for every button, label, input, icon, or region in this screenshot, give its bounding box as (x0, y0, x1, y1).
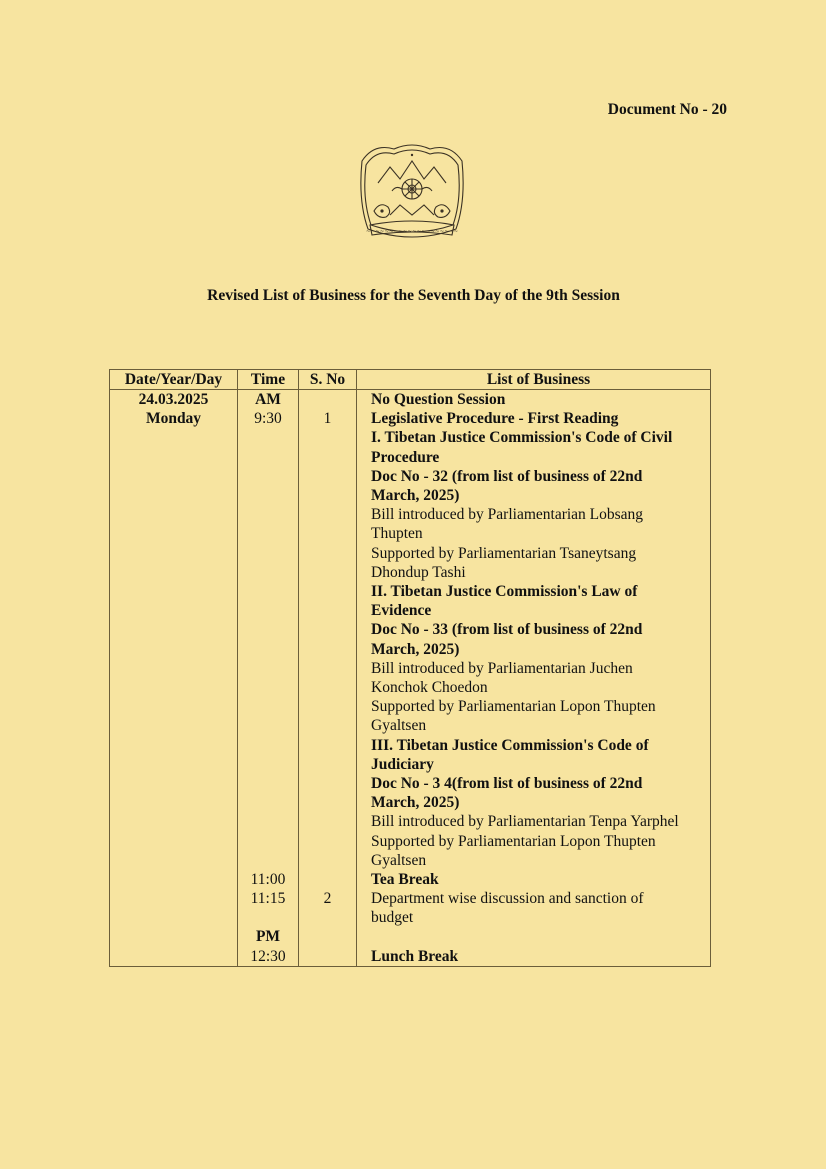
bill3-title-cont: Judiciary (371, 755, 434, 773)
budget-discussion: Department wise discussion and sanction of (371, 890, 644, 908)
bill2-title: II. Tibetan Justice Commission's Law of (371, 583, 638, 601)
bill1-doc: Doc No - 32 (from list of business of 22nd (371, 467, 643, 485)
bill1-title: I. Tibetan Justice Commission's Code of Civil (371, 429, 673, 447)
bill1-supported-cont: Dhondup Tashi (371, 563, 466, 581)
bill1-title-cont: Procedure (371, 448, 440, 466)
document-number: Document No - 20 (607, 101, 727, 118)
lunch-break: Lunch Break (371, 947, 459, 965)
col-date-header: Date/Year/Day (110, 370, 238, 390)
time-am: AM (255, 391, 281, 408)
business-cell (357, 390, 711, 967)
time-1100: 11:00 (250, 870, 286, 888)
col-sno-header: S. No (299, 370, 357, 390)
bill3-doc: Doc No - 3 4(from list of business of 22nd (371, 775, 643, 793)
bill3-supported: Supported by Parliamentarian Lopon Thupten (371, 832, 656, 850)
parliament-emblem-icon (356, 141, 468, 247)
time-1115: 11:15 (250, 889, 286, 907)
col-list-header: List of Business (357, 370, 711, 390)
table-row (110, 390, 711, 967)
title-text: Revised List of Business for the Seventh Day of the 9th Session (207, 287, 620, 304)
sno-2: 2 (323, 889, 332, 907)
col-time-header: Time (238, 370, 299, 390)
time-pm: PM (255, 928, 281, 946)
bill3-doc-cont: March, 2025) (371, 794, 460, 812)
bill1-doc-cont: March, 2025) (371, 487, 460, 505)
budget-discussion-cont: budget (371, 909, 414, 927)
time-930: 9:30 (254, 410, 282, 428)
sno-cell (299, 390, 357, 967)
no-question-session: No Question Session (371, 391, 506, 408)
page-title (0, 287, 826, 305)
bill2-introduced-cont: Konchok Choedon (371, 679, 488, 697)
date-value: 24.03.2025 (138, 391, 209, 408)
time-cell (238, 390, 299, 967)
sno-1: 1 (323, 410, 332, 428)
list-of-business-table (109, 369, 711, 967)
tea-break: Tea Break (371, 871, 439, 889)
bill2-doc: Doc No - 33 (from list of business of 22nd (371, 621, 643, 639)
bill3-introduced: Bill introduced by Parliamentarian Tenpa Yarphel (371, 813, 679, 831)
bill3-title: III. Tibetan Justice Commission's Code of (371, 736, 649, 754)
bill1-supported: Supported by Parliamentarian Tsaneytsang (371, 544, 637, 562)
bill1-introduced-cont: Thupten (371, 525, 423, 543)
date-cell (110, 390, 238, 967)
bill2-title-cont: Evidence (371, 602, 432, 620)
bill2-supported: Supported by Parliamentarian Lopon Thupten (371, 698, 656, 716)
svg-text:~~~~~~~~~~~~~~~~~~~~: ~~~~~~~~~~~~~~~~~~~~ (365, 229, 459, 235)
bill1-introduced: Bill introduced by Parliamentarian Lobsang (371, 506, 644, 524)
legislative-procedure: Legislative Procedure - First Reading (371, 410, 619, 428)
day-value: Monday (145, 410, 202, 428)
bill2-introduced: Bill introduced by Parliamentarian Juchen (371, 659, 633, 677)
bill2-supported-cont: Gyaltsen (371, 717, 427, 735)
time-1230: 12:30 (250, 947, 286, 965)
bill2-doc-cont: March, 2025) (371, 640, 460, 658)
table-header-row (110, 370, 711, 390)
bill3-supported-cont: Gyaltsen (371, 851, 427, 869)
